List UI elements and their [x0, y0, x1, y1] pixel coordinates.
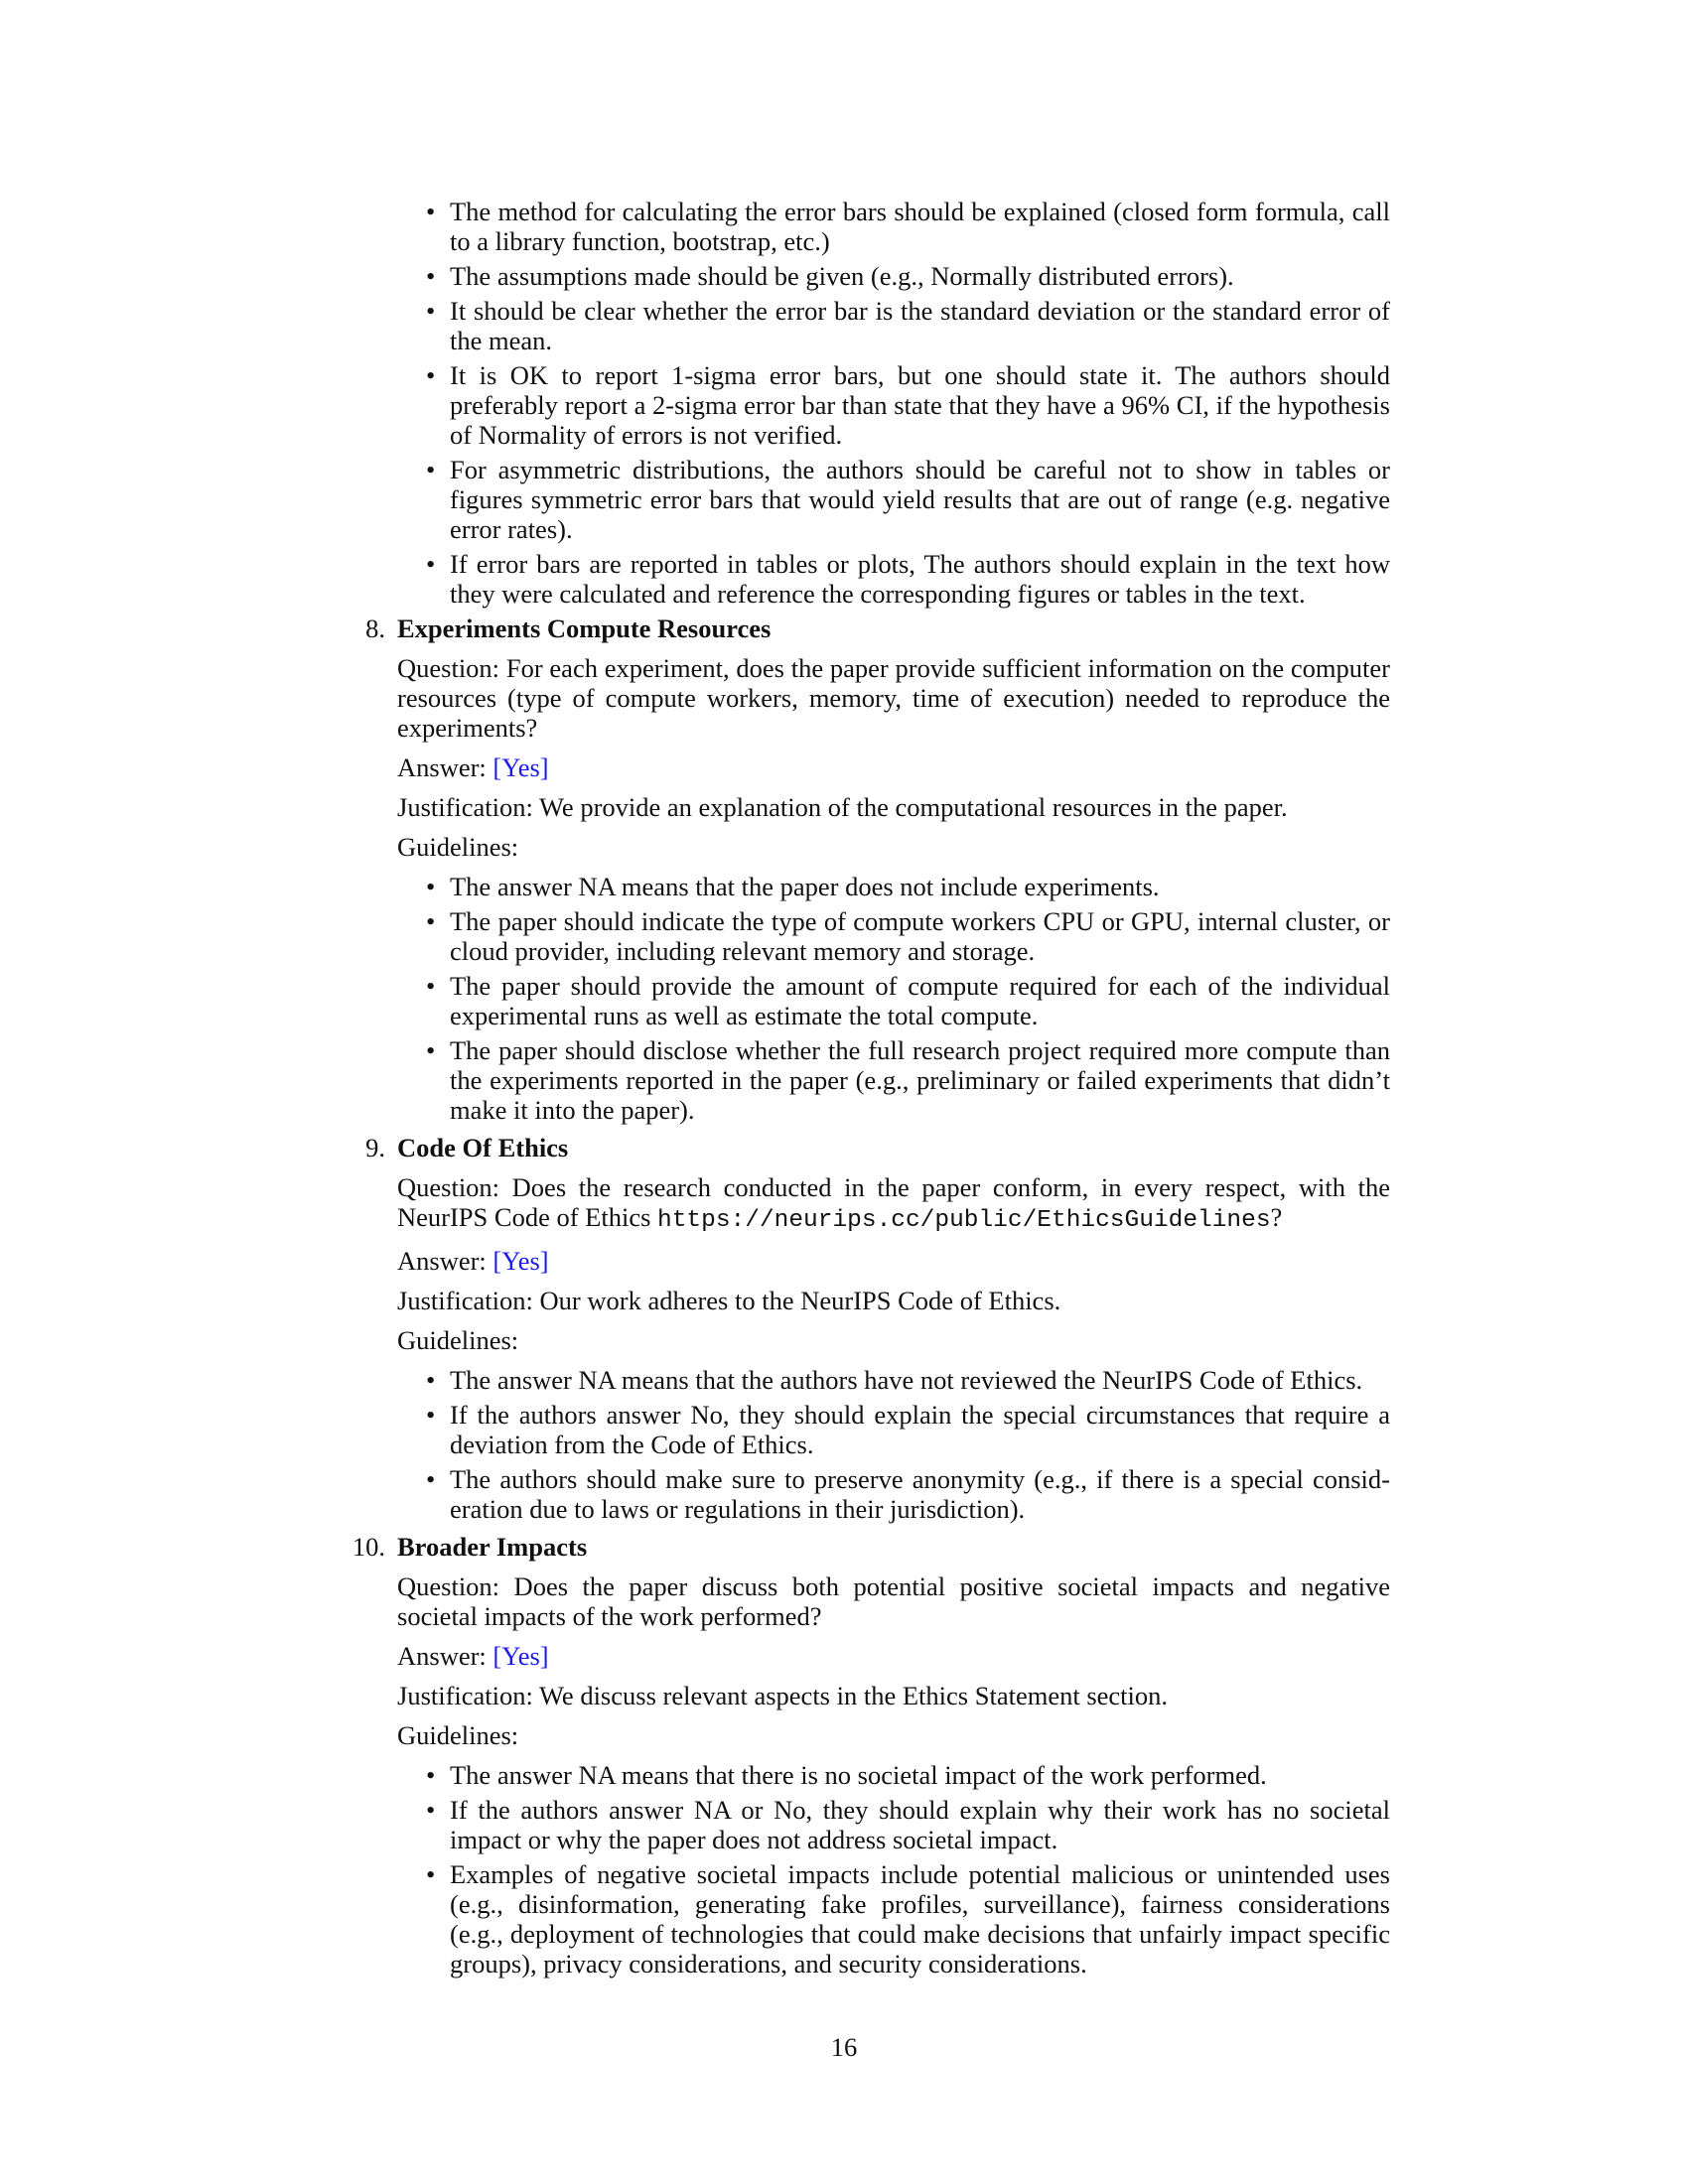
list-item: • The method for calculating the error bars should be explained (closed form formula, call to a library function, bootstrap, etc.) — [450, 197, 1390, 256]
list-item: • The paper should provide the amount of compute required for each of the individual experimental runs as well as estimate the total compute. — [450, 971, 1390, 1030]
page-number: 16 — [830, 2032, 858, 2062]
answer-line — [397, 752, 1390, 782]
question-text — [397, 1172, 1390, 1236]
guidelines-list — [397, 1365, 1390, 1524]
ethics-guidelines-url[interactable]: https://neurips.cc/public/EthicsGuidelines — [657, 1207, 1271, 1234]
list-item: • If the authors answer NA or No, they should explain why their work has no societal impact or why the paper does not address societal impact. — [450, 1795, 1390, 1854]
list-item: • The authors should make sure to preserve anonymity (e.g., if there is a special consideration due to laws or regulations in their jurisdiction). — [450, 1464, 1390, 1524]
list-item: • The answer NA means that the paper does not include experiments. — [450, 872, 1390, 901]
item-title: Experiments Compute Resources — [397, 614, 772, 643]
list-item: • It is OK to report 1-sigma error bars, but one should state it. The authors should preferably report a 2-sigma error bar than state that they have a 96% CI, if the hypothesis of Normality of errors is not verified. — [450, 360, 1390, 450]
item-number: 9. — [365, 1133, 385, 1162]
checklist-item-code-of-ethics — [348, 1133, 1390, 1524]
page-content — [348, 197, 1390, 1986]
list-item: • The assumptions made should be given (e.g., Normally distributed errors). — [450, 261, 1390, 291]
question-prefix: Question: Does the research conducted in the paper conform, in every respect, with the NeurIPS Code of Ethics — [397, 1172, 1390, 1232]
guidelines-list — [397, 872, 1390, 1125]
guidelines-label: Guidelines: — [397, 832, 519, 862]
list-item: • For asymmetric distributions, the authors should be careful not to show in tables or figures symmetric error bars that would yield results that are out of range (e.g. negative error rates). — [450, 455, 1390, 544]
list-item: • The paper should indicate the type of compute workers CPU or GPU, internal cluster, or cloud provider, including relevant memory and storage. — [450, 906, 1390, 966]
answer-label: Answer: — [397, 752, 487, 782]
question-text: Question: For each experiment, does the paper provide sufficient information on the computer resources (type of compute workers, memory, time of execution) needed to reproduce the experiments? — [397, 653, 1390, 743]
item-title: Code Of Ethics — [397, 1133, 569, 1162]
answer-link[interactable]: [Yes] — [492, 752, 549, 782]
guidelines-list — [397, 1760, 1390, 1979]
answer-label: Answer: — [397, 1246, 487, 1276]
answer-line — [397, 1641, 1390, 1671]
list-item: • The answer NA means that there is no societal impact of the work performed. — [450, 1760, 1390, 1790]
list-item: • It should be clear whether the error bar is the standard deviation or the standard error of the mean. — [450, 296, 1390, 355]
answer-label: Answer: — [397, 1641, 487, 1671]
item-number: 10. — [352, 1532, 385, 1562]
guidelines-label: Guidelines: — [397, 1325, 519, 1355]
answer-link[interactable]: [Yes] — [492, 1641, 549, 1671]
item-title: Broader Impacts — [397, 1532, 588, 1562]
checklist-item-compute-resources — [348, 614, 1390, 1125]
list-item: • The paper should disclose whether the full research project required more compute than the experiments reported in the paper (e.g., preliminary or failed experiments that didn’t make it into the paper). — [450, 1035, 1390, 1125]
item-number: 8. — [365, 614, 385, 643]
answer-line — [397, 1246, 1390, 1276]
list-item: • Examples of negative societal impacts include potential malicious or unintended uses (e.g., disinformation, generating fake profiles, surveillance), fairness considerations (e.g., deployment of technologies that could make decisions that unfairly impact specific groups), privacy considerations, and security considerations. — [450, 1859, 1390, 1979]
error-bar-guidelines-list — [348, 197, 1390, 609]
answer-link[interactable]: [Yes] — [492, 1246, 549, 1276]
list-item: • The answer NA means that the authors have not reviewed the NeurIPS Code of Ethics. — [450, 1365, 1390, 1395]
question-suffix: ? — [1270, 1202, 1283, 1232]
justification-text: Justification: We provide an explanation of the computational resources in the paper. — [397, 792, 1288, 822]
checklist-item-broader-impacts — [348, 1532, 1390, 1979]
list-item: • If the authors answer No, they should explain the special circumstances that require a deviation from the Code of Ethics. — [450, 1400, 1390, 1459]
guidelines-label: Guidelines: — [397, 1720, 519, 1750]
list-item: • If error bars are reported in tables or plots, The authors should explain in the text how they were calculated and reference the corresponding figures or tables in the text. — [450, 549, 1390, 609]
justification-text: Justification: Our work adheres to the NeurIPS Code of Ethics. — [397, 1286, 1061, 1315]
justification-text: Justification: We discuss relevant aspects in the Ethics Statement section. — [397, 1681, 1169, 1710]
question-text: Question: Does the paper discuss both potential positive societal impacts and negative societal impacts of the work performed? — [397, 1571, 1390, 1631]
